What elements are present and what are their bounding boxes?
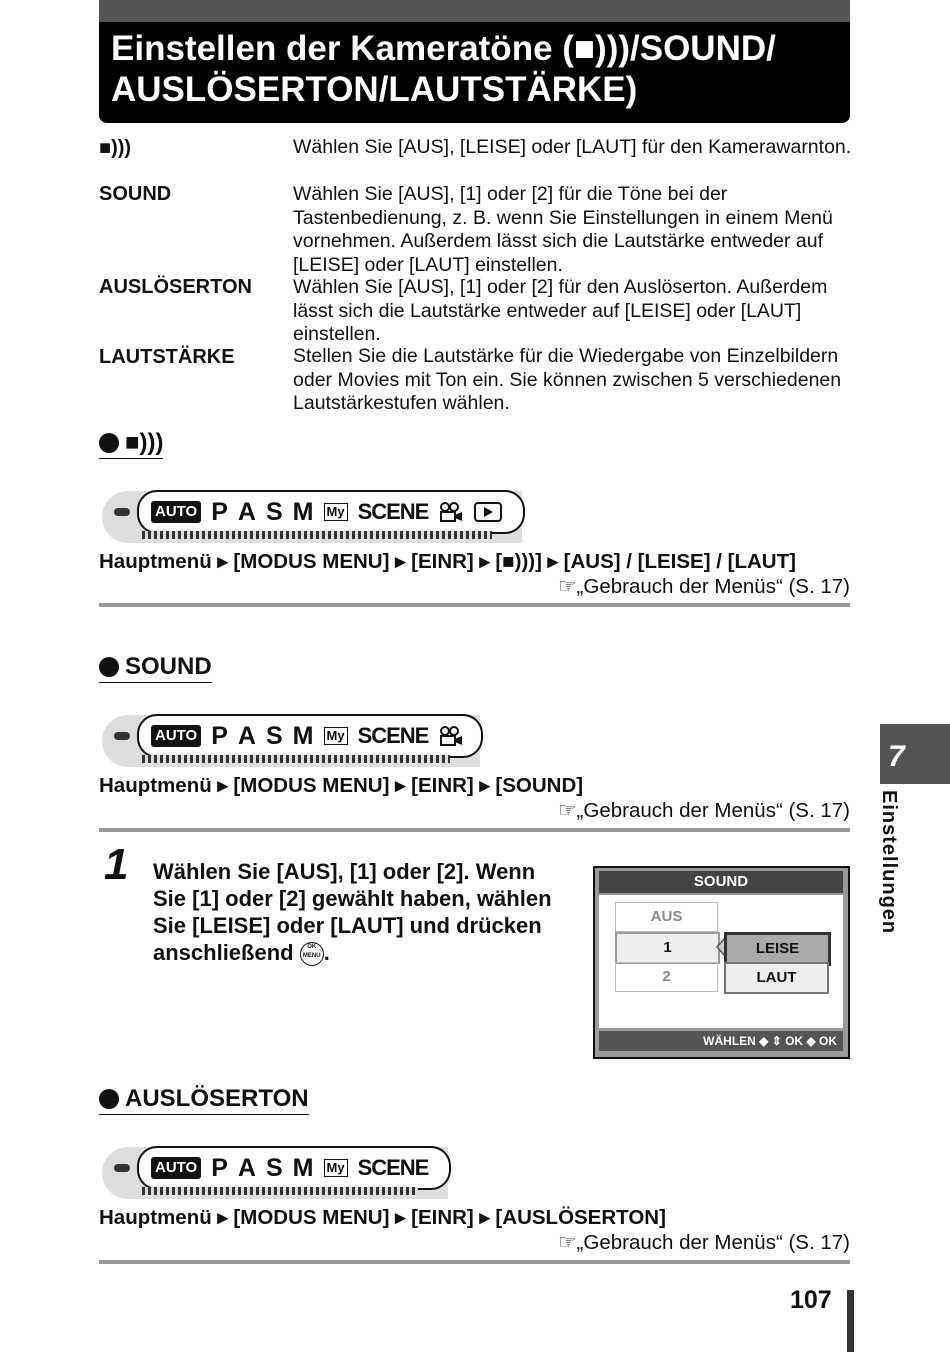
dial-knob-icon [114, 508, 130, 516]
step-instruction [153, 858, 553, 966]
mode-scene-icon: SCENE [357, 1155, 429, 1180]
mode-s-icon: S [265, 1153, 283, 1182]
dial-knob-icon [114, 1164, 130, 1172]
screen-footer: WÄHLEN ◆ ⇕ OK ◆ OK [599, 1031, 843, 1051]
mode-my-icon: My [324, 1159, 348, 1177]
chapter-label: Einstellungen [878, 790, 900, 935]
page-number: 107 [790, 1286, 832, 1314]
chapter-number: 7 [888, 740, 905, 773]
bullet-icon [99, 433, 119, 453]
step-text: Wählen Sie [AUS], [1] oder [2]. Wenn Sie [1] oder [2] gewählt haben, wählen Sie [LEISE] oder [LAUT] und drücken anschließend [153, 859, 552, 965]
divider [99, 1260, 850, 1264]
page-edge-bar [847, 1290, 854, 1352]
title-top-strip [99, 0, 850, 22]
menu-path-shutter: Hauptmenü ▸ [MODUS MENU] ▸ [EINR] ▸ [AUSLÖSERTON] [99, 1206, 666, 1229]
def-term-sound: SOUND [99, 183, 172, 205]
movie-icon [438, 725, 464, 747]
menu-reference-beep: ☞„Gebrauch der Menüs“ (S. 17) [558, 575, 850, 598]
mode-a-icon: A [237, 497, 256, 526]
playback-icon [474, 502, 502, 522]
screen-body [599, 895, 843, 1028]
mode-scene-icon: SCENE [357, 499, 429, 524]
title-line-2: AUSLÖSERTON/LAUTSTÄRKE) [111, 70, 638, 109]
section-heading-beep [99, 429, 163, 459]
mode-list [137, 1146, 451, 1190]
mode-dial-2 [102, 715, 480, 767]
mode-my-icon: My [324, 503, 348, 521]
def-term-beep: ■))) [99, 137, 132, 159]
mode-m-icon: M [292, 1153, 314, 1182]
divider [99, 828, 850, 832]
menu-reference-shutter: ☞„Gebrauch der Menüs“ (S. 17) [558, 1231, 850, 1254]
title-line-1: Einstellen der Kameratöne (■)))/SOUND/ [111, 29, 776, 68]
ok-menu-button-icon: OK MENU [300, 942, 324, 966]
chapter-tab [880, 724, 950, 784]
mode-auto-icon: AUTO [151, 725, 201, 747]
mode-s-icon: S [265, 721, 283, 750]
page-title [111, 28, 776, 110]
section-heading-sound [99, 653, 212, 683]
mode-auto-icon: AUTO [151, 1157, 201, 1179]
mode-s-icon: S [265, 497, 283, 526]
menu-reference-sound: ☞„Gebrauch der Menüs“ (S. 17) [558, 799, 850, 822]
bullet-icon [99, 1089, 119, 1109]
mode-list [137, 490, 525, 534]
mode-m-icon: M [292, 721, 314, 750]
def-desc-beep: Wählen Sie [AUS], [LEISE] oder [LAUT] für den Kamerawarnton. [293, 136, 852, 158]
step-end: . [323, 940, 330, 965]
dial-teeth [142, 531, 492, 539]
def-term-volume: LAUTSTÄRKE [99, 346, 235, 368]
section-heading-text: AUSLÖSERTON [125, 1085, 309, 1112]
menu-path-beep: Hauptmenü ▸ [MODUS MENU] ▸ [EINR] ▸ [■)))] ▸ [AUS] / [LEISE] / [LAUT] [99, 550, 796, 573]
mode-scene-icon: SCENE [357, 723, 429, 748]
dial-teeth [142, 1187, 418, 1195]
section-heading-text: SOUND [125, 653, 212, 680]
mode-a-icon: A [237, 1153, 256, 1182]
camera-screen [593, 866, 850, 1059]
mode-dial-3 [102, 1147, 448, 1199]
screen-option-2[interactable]: 2 [615, 962, 718, 992]
def-term-shutter: AUSLÖSERTON [99, 276, 252, 298]
section-heading-shutter [99, 1085, 309, 1115]
mode-my-icon: My [324, 727, 348, 745]
dial-knob-icon [114, 732, 130, 740]
screen-option-aus[interactable]: AUS [615, 902, 718, 932]
def-desc-sound: Wählen Sie [AUS], [1] oder [2] für die Töne bei der Tastenbedienung, z. B. wenn Sie Einstellungen in einem Menü vornehmen. Außerdem lässt sich die Lautstärke entweder auf [LEISE] oder [LAUT] einstellen. [293, 183, 833, 276]
section-heading-text: ■))) [125, 429, 164, 456]
screen-sub-leise[interactable]: LEISE [724, 932, 831, 966]
screen-title: SOUND [599, 871, 843, 893]
mode-p-icon: P [211, 1153, 228, 1182]
step-number: 1 [104, 840, 129, 889]
mode-auto-icon: AUTO [151, 501, 201, 523]
title-bar [99, 0, 850, 123]
mode-p-icon: P [211, 721, 228, 750]
mode-list [137, 714, 483, 758]
mode-p-icon: P [211, 497, 228, 526]
def-desc-shutter: Wählen Sie [AUS], [1] oder [2] für den Auslöserton. Außerdem lässt sich die Lautstärke entweder auf [LEISE] oder [LAUT] einstellen. [293, 276, 828, 345]
menu-path-sound: Hauptmenü ▸ [MODUS MENU] ▸ [EINR] ▸ [SOUND] [99, 774, 584, 797]
screen-sub-laut[interactable]: LAUT [724, 962, 829, 994]
mode-a-icon: A [237, 721, 256, 750]
dial-teeth [142, 755, 450, 763]
bullet-icon [99, 657, 119, 677]
mode-dial-1 [102, 491, 522, 543]
def-desc-volume: Stellen Sie die Lautstärke für die Wiedergabe von Einzelbildern oder Movies mit Ton ein. Sie können zwischen 5 verschiedenen Lautstärkestufen wählen. [293, 345, 842, 414]
divider [99, 603, 850, 607]
mode-m-icon: M [292, 497, 314, 526]
movie-icon [438, 501, 464, 523]
screen-option-1[interactable]: 1 [615, 932, 720, 964]
